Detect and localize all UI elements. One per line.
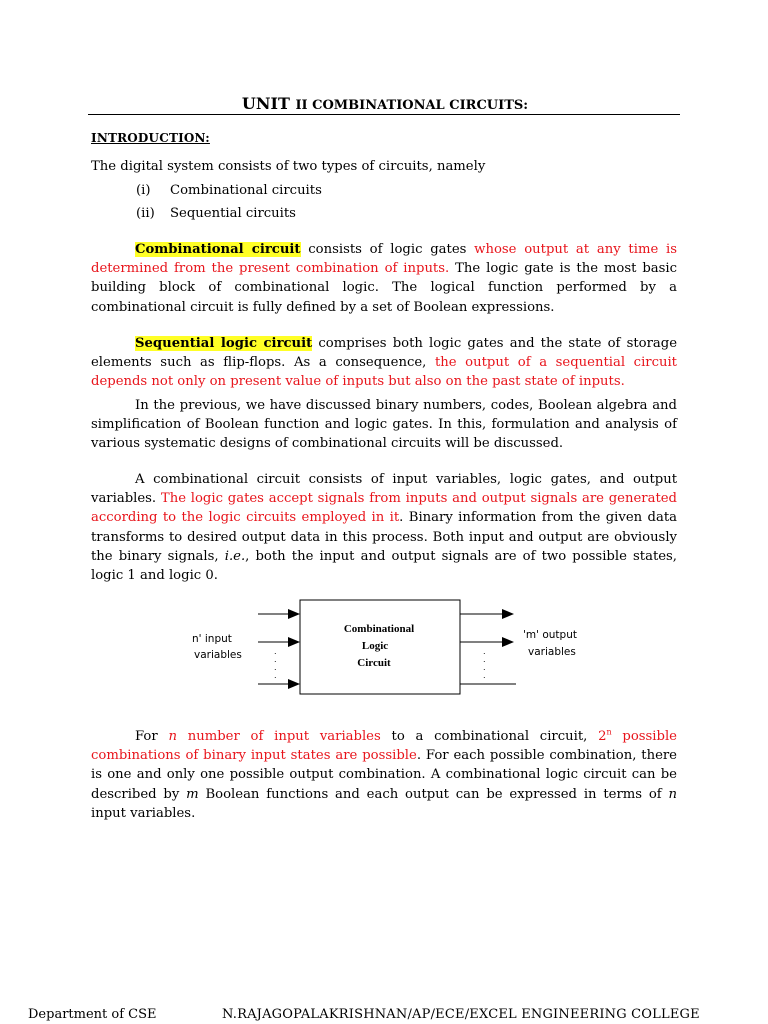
italic-n: n bbox=[668, 786, 677, 802]
paragraph-previous: In the previous, we have discussed binary numbers, codes, Boolean algebra and simplification of Boolean function and logic gates. In this, formulation and analysis of various systematic designs of combinational circuits will be discussed. bbox=[91, 398, 677, 452]
title-underline bbox=[88, 114, 680, 115]
list-item bbox=[136, 204, 296, 223]
paragraph-text: input variables. bbox=[91, 805, 196, 821]
input-arrows bbox=[258, 609, 300, 689]
red-emphasis: whose output at any time is determined from the present combination of inputs. bbox=[91, 242, 677, 277]
paragraph-circuit-description bbox=[91, 470, 677, 585]
svg-text:.: . bbox=[274, 663, 277, 672]
output-label-clip bbox=[523, 629, 577, 658]
svg-text:.: . bbox=[274, 647, 277, 656]
highlight-combinational: Combinational circuit bbox=[135, 242, 301, 257]
paragraph-text: Boolean functions and each output can be expressed in terms of bbox=[198, 786, 669, 802]
italic-m: m bbox=[186, 786, 199, 802]
svg-text:.: . bbox=[483, 671, 486, 680]
paragraph-text: comprises both logic gates and the state of storage elements such as flip-flops. As a consequence, bbox=[91, 336, 677, 371]
box-label-line3: Circuit bbox=[357, 657, 391, 669]
section-heading: INTRODUCTION: bbox=[91, 131, 210, 145]
input-label-line2: variables bbox=[194, 649, 242, 661]
title-rest: II COMBINATIONAL CIRCUITS: bbox=[295, 98, 529, 113]
red-emphasis: possible combinations of binary input states are possible bbox=[91, 729, 677, 764]
power-base: 2 bbox=[598, 729, 607, 744]
list-number: (i) bbox=[136, 183, 151, 198]
paragraph-text: consists of logic gates bbox=[300, 242, 475, 257]
list-text: Combinational circuits bbox=[170, 183, 322, 198]
paragraph-text: The logic gate is the most basic building block of combinational logic. The logical function performed by a combinational circuit is fully defined by a set of Boolean expressions. bbox=[91, 261, 677, 315]
output-label-line1: 'm' output bbox=[523, 629, 577, 641]
paragraph-text: For bbox=[135, 729, 169, 744]
paragraph-sequential bbox=[91, 334, 677, 392]
footer-author: N.RAJAGOPALAKRISHNAN/AP/ECE/EXCEL ENGINEERING COLLEGE bbox=[222, 1007, 700, 1022]
input-label-line1: n' input bbox=[192, 633, 232, 645]
svg-text:.: . bbox=[274, 655, 277, 664]
footer-department: Department of CSE bbox=[28, 1007, 157, 1022]
italic-ie: i.e. bbox=[224, 548, 246, 564]
paragraph-combinations bbox=[91, 727, 677, 823]
intro-text: The digital system consists of two types of circuits, namely bbox=[91, 159, 486, 174]
list-number: (ii) bbox=[136, 206, 155, 221]
paragraph-text: . Binary information from the given data transforms to desired output data in this process. Both input and output are obviously the binary signals, bbox=[91, 510, 677, 564]
output-arrows bbox=[460, 609, 516, 684]
svg-text:.: . bbox=[483, 647, 486, 656]
red-emphasis: the output of a sequential circuit depends not only on present value of inputs but also on the past state of inputs. bbox=[91, 355, 677, 390]
svg-text:.: . bbox=[483, 663, 486, 672]
svg-text:.: . bbox=[274, 671, 277, 680]
box-label-line2: Logic bbox=[361, 640, 389, 652]
red-emphasis: number of input variables bbox=[176, 729, 381, 744]
title-unit: UNIT bbox=[241, 94, 290, 113]
svg-text:.: . bbox=[483, 655, 486, 664]
list-text: Sequential circuits bbox=[170, 206, 296, 221]
italic-n: n bbox=[168, 729, 177, 744]
highlight-sequential: Sequential logic circuit bbox=[135, 336, 313, 351]
paragraph-text: . For each possible combination, there is one and only one possible output combination. A combinational logic circuit can be described by bbox=[91, 748, 677, 802]
power-exponent: n bbox=[606, 727, 612, 737]
combinational-circuit-diagram bbox=[180, 590, 600, 702]
paragraph-text: A combinational circuit consists of input variables, logic gates, and output variables. bbox=[91, 472, 677, 507]
paragraph-text: , both the input and output signals are of two possible states, logic 1 and logic 0. bbox=[91, 548, 678, 584]
list-item bbox=[136, 181, 322, 200]
red-emphasis: The logic gates accept signals from inputs and output signals are generated according to the logic circuits employed in it bbox=[91, 491, 677, 526]
paragraph-text: to a combinational circuit, bbox=[380, 729, 599, 744]
output-label-line2: variables bbox=[528, 646, 576, 658]
paragraph-combinational bbox=[91, 240, 677, 317]
box-label-line1: Combinational bbox=[343, 623, 415, 635]
